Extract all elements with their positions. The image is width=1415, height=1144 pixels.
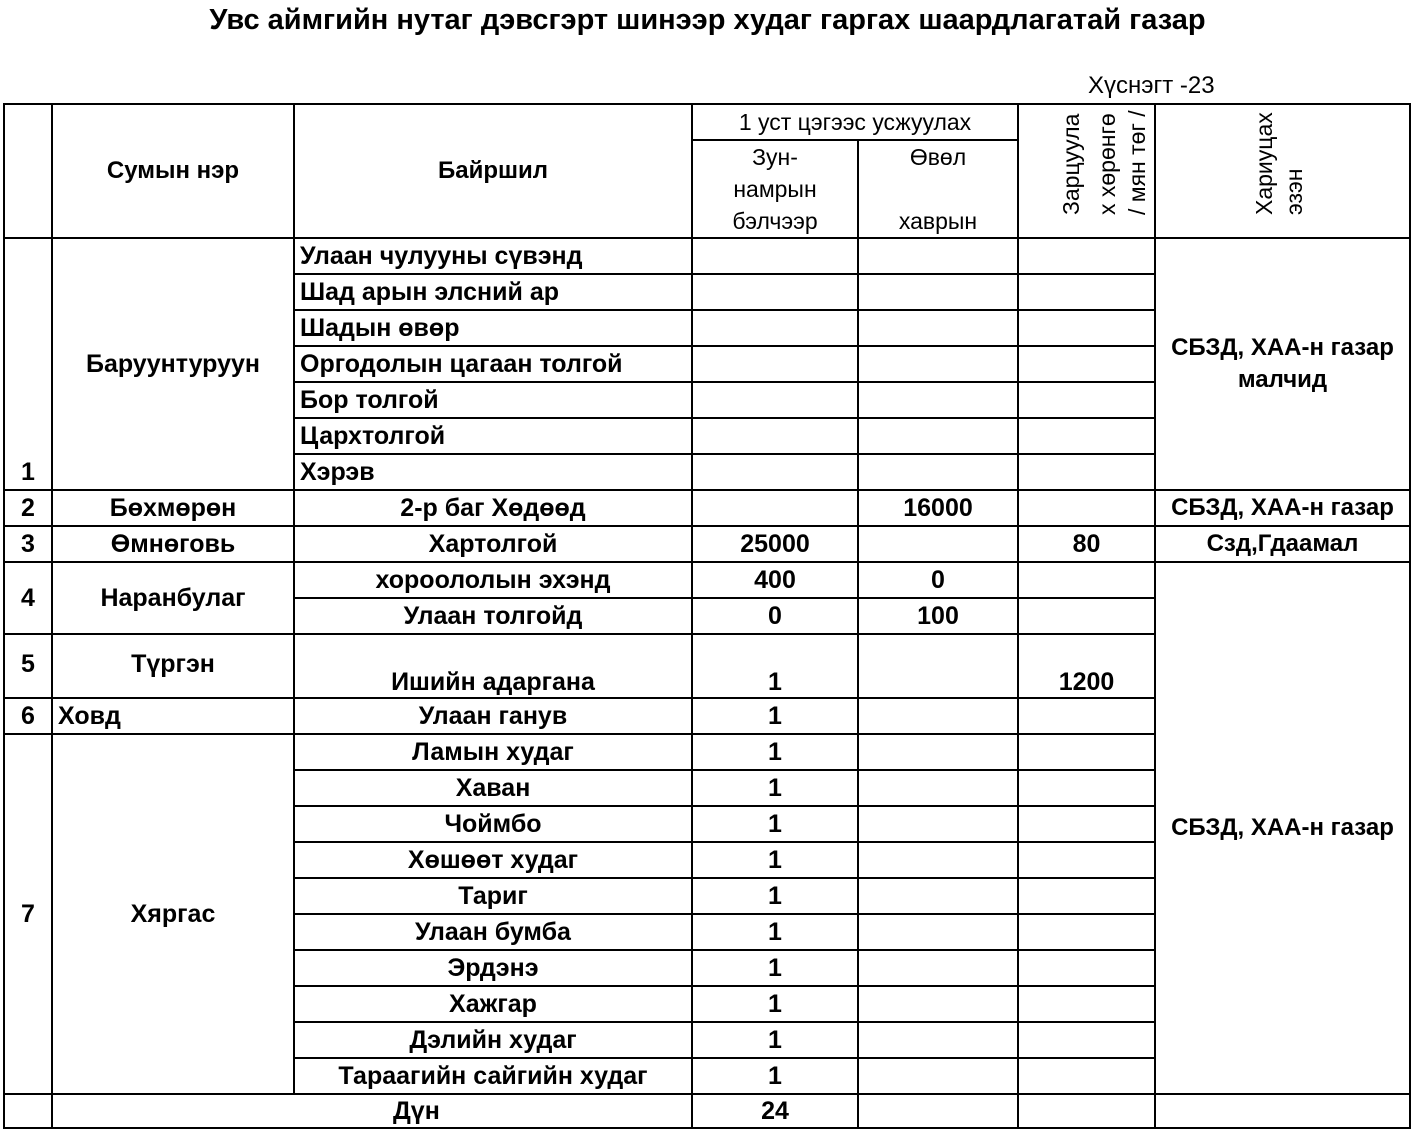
cost-cell [1018,454,1155,490]
winter-cell [858,1058,1018,1094]
summer-cell: 1 [692,1058,858,1094]
winter-cell [858,950,1018,986]
cost-cell [1018,238,1155,274]
cost-cell [1018,490,1155,526]
header-summer: Зун- намрын бэлчээр [692,140,858,238]
header-group: 1 уст цэгээс усжуулах [692,104,1018,140]
winter-cell [858,346,1018,382]
location-cell: Дэлийн худаг [294,1022,692,1058]
header-no [4,104,52,238]
winter-cell [858,914,1018,950]
total-row [4,1094,1410,1128]
location-cell: 2-р баг Хөдөөд [294,490,692,526]
cost-cell [1018,1022,1155,1058]
header-resp-line1: Хариуцах [1251,112,1277,215]
row-number: 4 [4,562,52,634]
header-cost-line2: х хөрөнгө [1094,113,1120,215]
soum-name: Баруунтуруун [52,238,294,490]
location-cell: Тариг [294,878,692,914]
table-row [4,490,1410,526]
soum-name: Наранбулаг [52,562,294,634]
winter-cell [858,238,1018,274]
cost-cell [1018,734,1155,770]
cost-cell [1018,562,1155,598]
winter-cell [858,526,1018,562]
table-number: Хүснэгт -23 [1088,72,1215,99]
winter-cell: 16000 [858,490,1018,526]
cost-cell [1018,598,1155,634]
responsible-cell: СБЗД, ХАА-н газар [1155,490,1410,526]
cost-cell [1018,770,1155,806]
summer-cell: 1 [692,842,858,878]
responsible-cell-shared: СБЗД, ХАА-н газар [1155,562,1410,1094]
soum-name: Бөхмөрөн [52,490,294,526]
location-cell: Оргодолын цагаан толгой [294,346,692,382]
location-cell: Хөшөөт худаг [294,842,692,878]
summer-cell [692,490,858,526]
page-title: Увс аймгийн нутаг дэвсгэрт шинээр худаг гаргах шаардлагатай газар [209,4,1206,36]
soum-name: Өмнөговь [52,526,294,562]
cost-cell [1018,346,1155,382]
summer-cell: 400 [692,562,858,598]
summer-cell: 1 [692,950,858,986]
summer-cell: 25000 [692,526,858,562]
total-summer: 24 [692,1094,858,1128]
row-number: 3 [4,526,52,562]
location-cell: Цархтолгой [294,418,692,454]
location-cell: Хажгар [294,986,692,1022]
header-cost [1018,104,1155,238]
row-number: 5 [4,634,52,698]
header-winter: Өвөл хаврын [858,140,1018,238]
winter-cell [858,986,1018,1022]
cost-cell: 80 [1018,526,1155,562]
winter-cell [858,878,1018,914]
header-resp-line2: эзэн [1281,168,1307,215]
cost-cell: 1200 [1018,634,1155,698]
location-cell: Бор толгой [294,382,692,418]
row-number: 7 [4,734,52,1094]
table-row [4,238,1410,274]
location-cell: Чоймбо [294,806,692,842]
summer-cell: 1 [692,1022,858,1058]
responsible-cell: Сзд,Гдаамал [1155,526,1410,562]
cost-cell [1018,806,1155,842]
location-cell: Хаван [294,770,692,806]
summer-cell: 1 [692,986,858,1022]
header-responsible [1155,104,1410,238]
cost-cell [1018,914,1155,950]
winter-cell [858,454,1018,490]
winter-cell [858,310,1018,346]
location-cell: Хэрэв [294,454,692,490]
summer-cell: 0 [692,598,858,634]
cost-cell [1018,842,1155,878]
summer-cell [692,274,858,310]
cost-cell [1018,274,1155,310]
winter-cell [858,770,1018,806]
location-cell: Улаан бумба [294,914,692,950]
total-responsible [1155,1094,1410,1128]
location-cell: Ламын худаг [294,734,692,770]
table-row [4,562,1410,598]
winter-cell [858,274,1018,310]
location-cell: Хартолгой [294,526,692,562]
summer-cell [692,418,858,454]
header-cost-line3: / мян төг / [1124,110,1150,215]
total-cost [1018,1094,1155,1128]
location-cell: хороололын эхэнд [294,562,692,598]
summer-cell: 1 [692,734,858,770]
summer-cell [692,382,858,418]
winter-cell: 100 [858,598,1018,634]
row-number: 2 [4,490,52,526]
location-cell: Эрдэнэ [294,950,692,986]
cost-cell [1018,986,1155,1022]
soum-name: Түргэн [52,634,294,698]
header-soum: Сумын нэр [52,104,294,238]
header-cost-line1: Зарцуула [1058,113,1084,215]
total-no [4,1094,52,1128]
winter-cell [858,418,1018,454]
winter-cell [858,382,1018,418]
winter-cell [858,842,1018,878]
summer-cell [692,454,858,490]
winter-cell [858,1022,1018,1058]
location-cell: Улаан ганув [294,698,692,734]
winter-cell [858,734,1018,770]
cost-cell [1018,418,1155,454]
summer-cell: 1 [692,914,858,950]
table-row [4,526,1410,562]
cost-cell [1018,950,1155,986]
summer-cell: 1 [692,634,858,698]
winter-cell [858,634,1018,698]
summer-cell: 1 [692,878,858,914]
location-cell: Тараагийн сайгийн худаг [294,1058,692,1094]
summer-cell [692,238,858,274]
responsible-cell: СБЗД, ХАА-н газар малчид [1155,238,1410,490]
cost-cell [1018,878,1155,914]
cost-cell [1018,382,1155,418]
total-winter [858,1094,1018,1128]
soum-name: Хяргас [52,734,294,1094]
header-location: Байршил [294,104,692,238]
summer-cell [692,346,858,382]
cost-cell [1018,1058,1155,1094]
winter-cell [858,806,1018,842]
row-number: 1 [4,238,52,490]
location-cell: Улаан толгойд [294,598,692,634]
location-cell: Шад арын элсний ар [294,274,692,310]
location-cell: Шадын өвөр [294,310,692,346]
wells-table [3,103,1411,1129]
summer-cell [692,310,858,346]
summer-cell: 1 [692,698,858,734]
summer-cell: 1 [692,770,858,806]
row-number: 6 [4,698,52,734]
winter-cell [858,698,1018,734]
soum-name: Ховд [52,698,294,734]
winter-cell: 0 [858,562,1018,598]
total-label: Дүн [52,1094,692,1128]
location-cell: Ишийн адаргана [294,634,692,698]
summer-cell: 1 [692,806,858,842]
cost-cell [1018,698,1155,734]
location-cell: Улаан чулууны сүвэнд [294,238,692,274]
cost-cell [1018,310,1155,346]
